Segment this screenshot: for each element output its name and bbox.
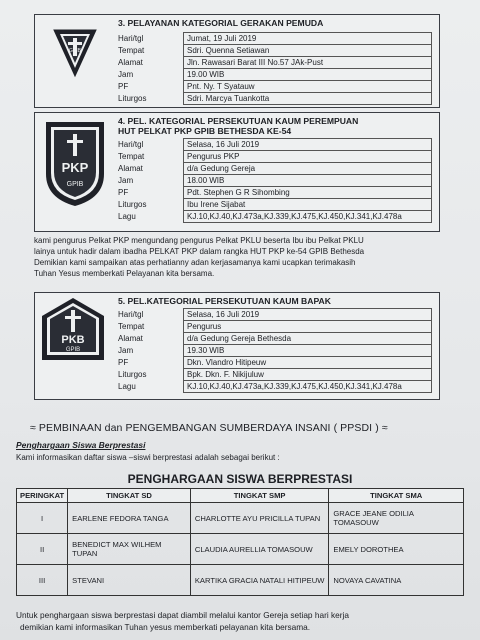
label: Jam — [118, 345, 134, 355]
sd-cell: STEVANI — [68, 565, 191, 596]
section-4-title-line2: HUT PELKAT PKP GPIB BETHESDA KE-54 — [118, 126, 292, 136]
section-3-table — [116, 32, 432, 105]
smp-cell: CHARLOTTE AYU PRICILLA TUPAN — [190, 503, 329, 534]
pkp-shield-icon — [42, 118, 108, 208]
label: Liturgos — [118, 93, 147, 103]
footer-line-2: demikian kami informasikan Tuhan yesus memberkati pelayanan kita bersama. — [20, 622, 311, 632]
footer-line-1: Untuk penghargaan siswa berprestasi dapat diambil melalui kantor Gereja setiap hari kerja — [16, 610, 349, 620]
value: Ibu Irene Sijabat — [184, 199, 432, 211]
table-row — [17, 534, 464, 565]
svg-text:GPIB: GPIB — [65, 347, 81, 353]
value: d/a Gedung Gereja Bethesda — [184, 333, 432, 345]
row-liturgos — [116, 93, 432, 105]
value: 19.30 WIB — [184, 345, 432, 357]
row-jam — [116, 69, 432, 81]
label: Liturgos — [118, 369, 147, 379]
label: Hari/tgl — [118, 309, 144, 319]
col-sma: TINGKAT SMA — [329, 489, 464, 503]
label: Hari/tgl — [118, 139, 144, 149]
svg-text:GPIB: GPIB — [66, 181, 84, 188]
row-tempat — [116, 45, 432, 57]
section-5-title: 5. PEL.KATEGORIAL PERSEKUTUAN KAUM BAPAK — [118, 296, 331, 306]
value: Pengurus PKP — [184, 151, 432, 163]
label: Lagu — [118, 211, 136, 221]
row-hari — [116, 33, 432, 45]
sma-cell: EMELY DOROTHEA — [329, 534, 464, 565]
value: Pdt. Stephen G R Sihombing — [184, 187, 432, 199]
award-table-title: PENGHARGAAN SISWA BERPRESTASI — [127, 472, 353, 486]
ppsdi-heading: ≈ PEMBINAAN dan PENGEMBANGAN SUMBERDAYA INSANI ( PPSDI ) ≈ — [30, 422, 388, 434]
notice-line-2: lainya untuk hadir dalam ibadha PELKAT PKP dalam rangka HUT PKP ke-54 GPIB Bethesda — [34, 247, 365, 256]
value: Pengurus — [184, 321, 432, 333]
notice-line-1: kami pengurus Pelkat PKP mengundang pengurus Pelkat PKLU beserta Ibu ibu Pelkat PKLU — [34, 236, 364, 245]
smp-cell: KARTIKA GRACIA NATALI HITIPEUW — [190, 565, 329, 596]
value: 19.00 WIB — [184, 69, 432, 81]
value: d/a Gedung Gereja — [184, 163, 432, 175]
sma-cell: GRACE JEANE ODILIA TOMASOUW — [329, 503, 464, 534]
label: PF — [118, 357, 129, 367]
section-5-table — [116, 308, 432, 393]
col-peringkat: PERINGKAT — [17, 489, 68, 503]
label: Tempat — [118, 321, 145, 331]
value: KJ.10,KJ.40,KJ.473a,KJ.339,KJ.475,KJ.450,KJ.341,KJ.478a — [184, 381, 432, 393]
ppsdi-subheading: Penghargaan Siswa Berprestasi — [16, 440, 146, 450]
label: Jam — [118, 175, 134, 185]
svg-text:PKP: PKP — [61, 160, 89, 175]
sd-cell: BENEDICT MAX WILHEM TUPAN — [68, 534, 191, 565]
table-row — [17, 503, 464, 534]
label: Jam — [118, 69, 134, 79]
value: Selasa, 16 Juli 2019 — [184, 139, 432, 151]
label: Tempat — [118, 45, 145, 55]
value: Sdri. Marcya Tuankotta — [184, 93, 432, 105]
ppsdi-intro: Kami informasikan daftar siswa –siswi berprestasi adalah sebagai berikut : — [16, 453, 280, 462]
notice-line-4: Tuhan Yesus memberkati Pelayanan kita bersama. — [34, 269, 215, 278]
notice-line-3: Demikian kami sampaikan atas perhatianny adan kerjasamanya kami ucapkan terimakasih — [34, 258, 356, 267]
smp-cell: CLAUDIA AURELLIA TOMASOUW — [190, 534, 329, 565]
rank-cell: II — [17, 534, 68, 565]
award-table — [16, 488, 464, 596]
value: Bpk. Dkn. F. Nikijuluw — [184, 369, 432, 381]
value: Sdri. Quenna Setiawan — [184, 45, 432, 57]
label: Alamat — [118, 163, 143, 173]
value: Jln. Rawasari Barat III No.57 JAk-Pust — [184, 57, 432, 69]
table-row — [17, 565, 464, 596]
col-smp: TINGKAT SMP — [190, 489, 329, 503]
svg-text:GPIB: GPIB — [69, 48, 81, 54]
label: Alamat — [118, 57, 143, 67]
section-4-title-line1: 4. PEL. KATEGORIAL PERSEKUTUAN KAUM PEREMPUAN — [118, 116, 359, 126]
value: Pnt. Ny. T Syatauw — [184, 81, 432, 93]
label: Alamat — [118, 333, 143, 343]
row-alamat — [116, 57, 432, 69]
award-header-row — [17, 489, 464, 503]
label: PF — [118, 81, 129, 91]
label: Hari/tgl — [118, 33, 144, 43]
label: Tempat — [118, 151, 145, 161]
sma-cell: NOVAYA CAVATINA — [329, 565, 464, 596]
label: Lagu — [118, 381, 136, 391]
row-pf — [116, 81, 432, 93]
section-3-title: 3. PELAYANAN KATEGORIAL GERAKAN PEMUDA — [118, 18, 324, 28]
pkb-logo-icon — [40, 296, 106, 366]
gp-logo-icon — [52, 26, 98, 78]
value: Selasa, 16 Juli 2019 — [184, 309, 432, 321]
value: Dkn. Vlandro Hitipeuw — [184, 357, 432, 369]
value: Jumat, 19 Juli 2019 — [184, 33, 432, 45]
svg-text:PKB: PKB — [61, 334, 85, 346]
rank-cell: I — [17, 503, 68, 534]
sd-cell: EARLENE FEDORA TANGA — [68, 503, 191, 534]
section-4-table — [116, 138, 432, 223]
rank-cell: III — [17, 565, 68, 596]
label: Liturgos — [118, 199, 147, 209]
value: KJ.10,KJ.40,KJ.473a,KJ.339,KJ.475,KJ.450,KJ.341,KJ.478a — [184, 211, 432, 223]
col-sd: TINGKAT SD — [68, 489, 191, 503]
label: PF — [118, 187, 129, 197]
value: 18.00 WIB — [184, 175, 432, 187]
